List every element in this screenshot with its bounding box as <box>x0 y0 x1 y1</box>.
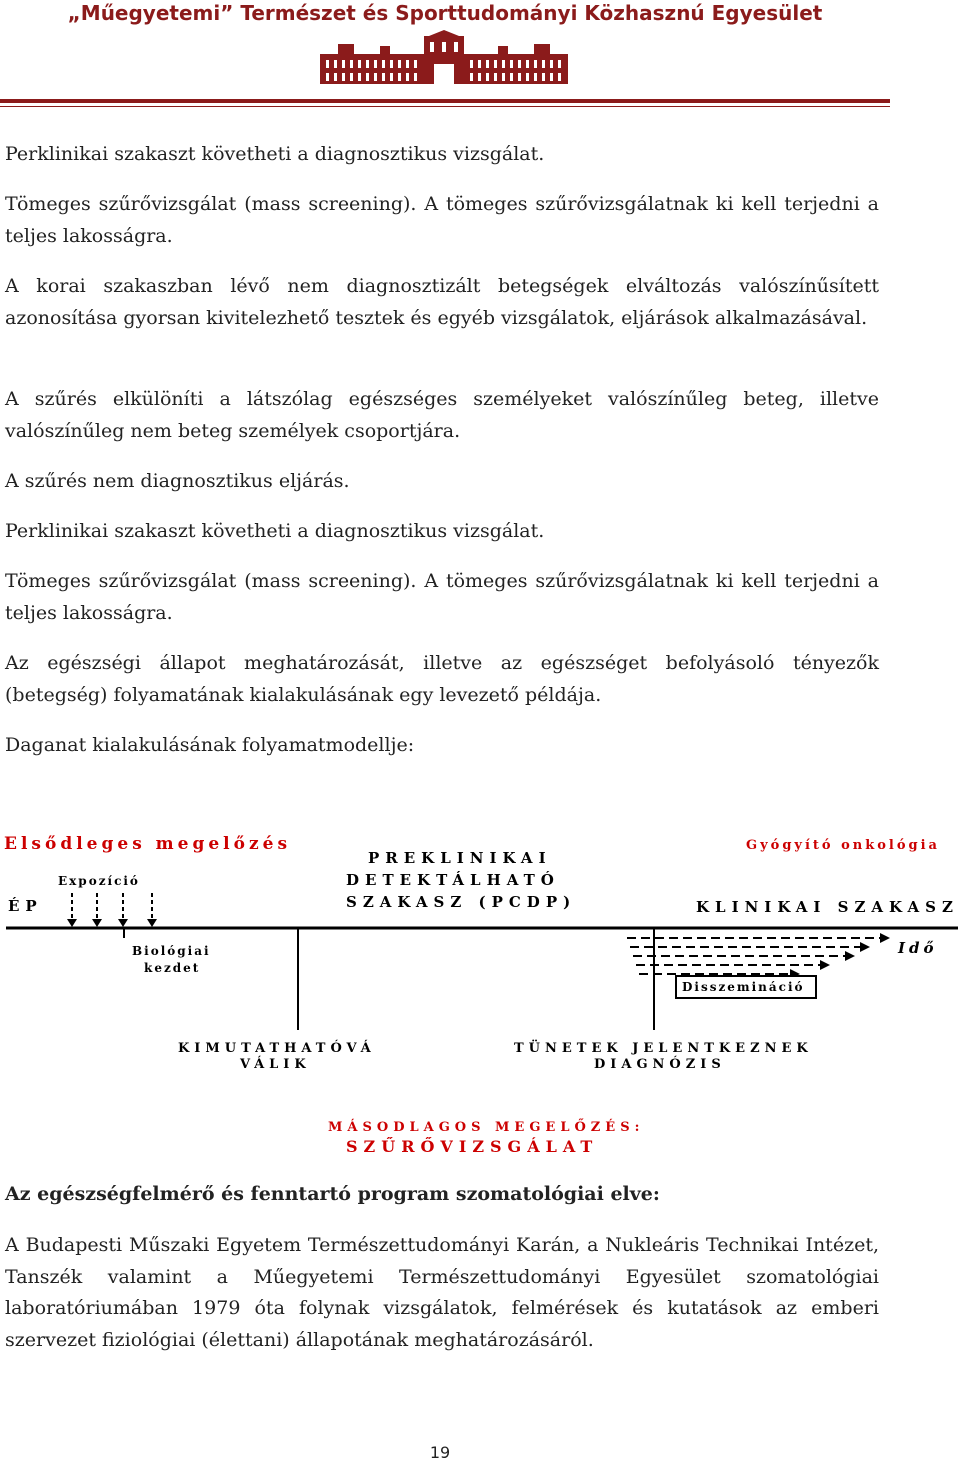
paragraph-9: Daganat kialakulásának folyamatmodellje: <box>5 734 415 756</box>
section-heading: Az egészségfelmérő és fenntartó program szomatológiai elve: <box>5 1183 660 1205</box>
preclinical-label-line1: PREKLINIKAI <box>368 849 552 867</box>
tumor-process-diagram <box>0 825 960 1165</box>
symptoms-label-line1: TÜNETEK JELENTKEZNEK <box>514 1041 813 1056</box>
detectable-label-line2: VÁLIK <box>240 1057 311 1072</box>
page-number: 19 <box>429 1443 451 1462</box>
biological-start-line1: Biológiai <box>132 944 211 958</box>
secondary-prevention-line1: MÁSODLAGOS MEGELŐZÉS: <box>328 1120 645 1135</box>
header-rule-thin <box>0 106 890 107</box>
paragraph-3: A korai szakaszban lévő nem diagnosztizált betegségek elváltozás valószínűsített azonosítása gyorsan kivitelezhető tesztek és egyéb vizsgálatok, eljárások alkalmazásával. <box>5 275 879 329</box>
curative-oncology-label: Gyógyító onkológia <box>746 838 940 853</box>
primary-prevention-label: Elsődleges megelőzés <box>4 834 292 854</box>
preclinical-label-line2: DETEKTÁLHATÓ <box>346 871 560 889</box>
detectable-label-line1: KIMUTATHATÓVÁ <box>178 1041 376 1056</box>
exposure-arrowheads <box>67 919 157 927</box>
paragraph-4: A szűrés elkülöníti a látszólag egészséges személyeket valószínűleg beteg, illetve valószínűleg nem beteg személyek csoportjára. <box>5 388 879 442</box>
header-title: „Műegyetemi” Természet és Sporttudományi Közhasznú Egyesület <box>67 1 823 25</box>
paragraph-1: Perklinikai szakaszt követheti a diagnosztikus vizsgálat. <box>5 143 545 165</box>
symptoms-label-line2: DIAGNÓZIS <box>594 1057 726 1072</box>
paragraph-7: Tömeges szűrővizsgálat (mass screening). A tömeges szűrővizsgálatnak ki kell terjedni a teljes lakosságra. <box>5 570 879 624</box>
header-rule <box>0 99 890 103</box>
paragraph-8: Az egészségi állapot meghatározását, illetve az egészséget befolyásoló tényezők (betegség) folyamatának kialakulásának egy levezető példája. <box>5 652 879 706</box>
preclinical-label-line3: SZAKASZ (PCDP) <box>346 893 577 911</box>
spread-lines <box>627 938 880 974</box>
clinical-phase-label: KLINIKAI SZAKASZ <box>696 898 959 916</box>
secondary-prevention-line2: SZŰRŐVIZSGÁLAT <box>346 1137 599 1156</box>
paragraph-5: A szűrés nem diagnosztikus eljárás. <box>5 470 350 492</box>
biological-start-line2: kezdet <box>144 961 201 975</box>
time-label: Idő <box>898 939 938 957</box>
exposure-arrows <box>72 893 152 921</box>
healthy-label: ÉP <box>8 897 43 915</box>
paragraph-2: Tömeges szűrővizsgálat (mass screening). A tömeges szűrővizsgálatnak ki kell terjedni a teljes lakosságra. <box>5 193 879 247</box>
university-building-logo <box>320 30 568 86</box>
exposure-label: Expozíció <box>58 874 140 888</box>
dissemination-label: Disszemináció <box>682 980 805 994</box>
paragraph-6: Perklinikai szakaszt követheti a diagnosztikus vizsgálat. <box>5 520 545 542</box>
section-body: A Budapesti Műszaki Egyetem Természettudományi Karán, a Nukleáris Technikai Intézet, Tanszék valamint a Műegyetemi Természettudományi Egyesület szomatológiai laboratóriumában 1979 óta folynak vizsgálatok, felmérések és kutatások az emberi szervezet fiziológiai (élettani) állapotának meghatározásáról. <box>5 1234 879 1351</box>
